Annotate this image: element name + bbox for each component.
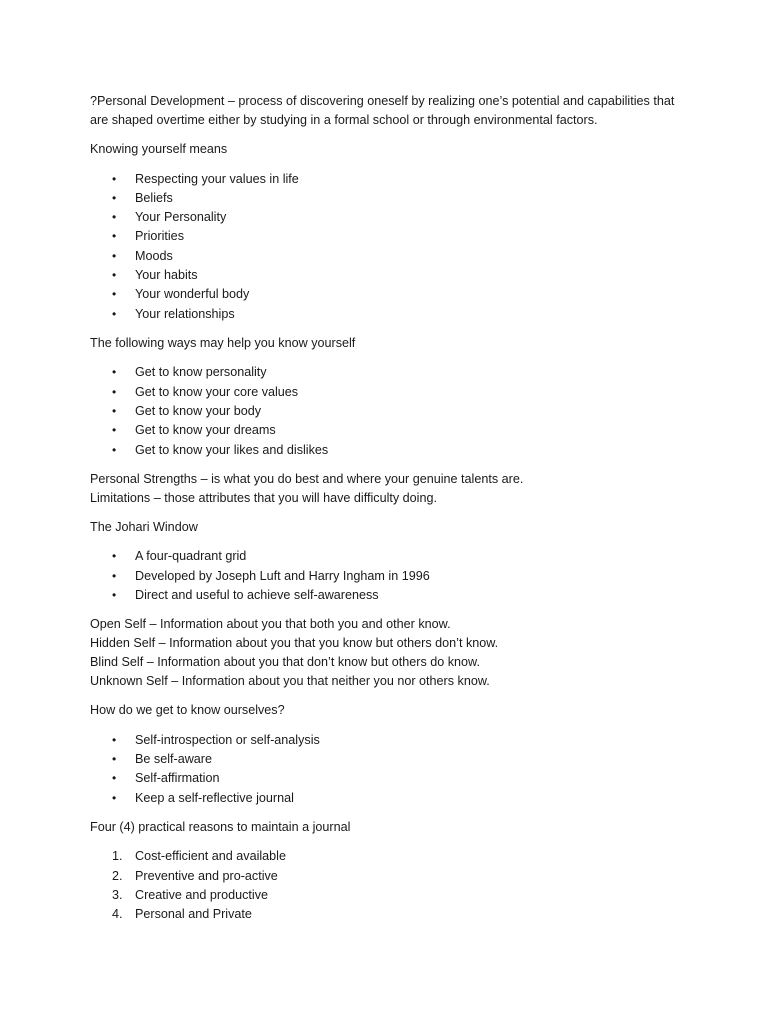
ways-heading: The following ways may help you know yourself <box>90 335 356 350</box>
bullet-icon: • <box>112 210 117 225</box>
bullet-icon: • <box>112 771 117 786</box>
bullet-icon: • <box>112 423 117 438</box>
bullet-icon: • <box>112 287 117 302</box>
bullet-icon: • <box>112 549 117 564</box>
hidden-self-line: Hidden Self – Information about you that you know but others don’t know. <box>90 636 499 651</box>
bullet-icon: • <box>112 732 117 747</box>
bullet-icon: • <box>112 568 117 583</box>
item-number: 2. <box>112 868 123 883</box>
bullet-icon: • <box>112 306 117 321</box>
how-heading: How do we get to know ourselves? <box>90 703 285 718</box>
intro-paragraph: ?Personal Development – process of discovering oneself by realizing one’s potential and capabilities that are shaped overtime either by studying in a formal school or through environmental factors. <box>90 94 675 127</box>
bullet-icon: • <box>112 190 117 205</box>
list-item: • Get to know your core values <box>90 383 690 402</box>
list-item: • Get to know your likes and dislikes <box>90 441 690 460</box>
numbered-item: 2. Preventive and pro-active <box>90 867 690 886</box>
bullet-icon: • <box>112 587 117 602</box>
bullet-icon: • <box>112 229 117 244</box>
list-item: • Keep a self-reflective journal <box>90 789 690 808</box>
list-item: • Beliefs <box>90 189 690 208</box>
list-item: • Self-affirmation <box>90 769 690 788</box>
list-item: • Moods <box>90 247 690 266</box>
list-item: • Respecting your values in life <box>90 170 690 189</box>
knowing-heading: Knowing yourself means <box>90 142 228 156</box>
list-item: • Your habits <box>90 266 690 285</box>
list-item: • Be self-aware <box>90 750 690 769</box>
list-item: • Your Personality <box>90 208 690 227</box>
journal-heading: Four (4) practical reasons to maintain a journal <box>90 819 351 834</box>
bullet-icon: • <box>112 267 117 282</box>
list-item: • Get to know your dreams <box>90 421 690 440</box>
list-item: • Priorities <box>90 227 690 246</box>
bullet-icon: • <box>112 790 117 805</box>
open-self-line: Open Self – Information about you that both you and other know. <box>90 617 451 632</box>
bullet-icon: • <box>112 403 117 418</box>
numbered-item: 1. Cost-efficient and available <box>90 847 690 866</box>
list-item: • Developed by Joseph Luft and Harry Ingham in 1996 <box>90 567 690 586</box>
bullet-icon: • <box>112 752 117 767</box>
document-page <box>90 92 690 935</box>
how-list <box>90 731 690 808</box>
knowing-list <box>90 170 690 324</box>
list-item: • Get to know personality <box>90 363 690 382</box>
limitations-line: Limitations – those attributes that you will have difficulty doing. <box>90 490 437 505</box>
list-item: • Get to know your body <box>90 402 690 421</box>
bullet-icon: • <box>112 442 117 457</box>
strengths-paragraph <box>90 470 690 508</box>
ways-list <box>90 363 690 459</box>
bullet-icon: • <box>112 248 117 263</box>
item-number: 1. <box>112 849 123 864</box>
item-number: 4. <box>112 907 123 922</box>
unknown-self-line: Unknown Self – Information about you that neither you nor others know. <box>90 674 490 689</box>
johari-list <box>90 547 690 605</box>
list-item: • A four-quadrant grid <box>90 547 690 566</box>
numbered-item: 4. Personal and Private <box>90 905 690 924</box>
list-item: • Self-introspection or self-analysis <box>90 731 690 750</box>
journal-list <box>90 847 690 924</box>
numbered-item: 3. Creative and productive <box>90 886 690 905</box>
bullet-icon: • <box>112 384 117 399</box>
blind-self-line: Blind Self – Information about you that don’t know but others do know. <box>90 655 480 670</box>
list-item: • Your wonderful body <box>90 285 690 304</box>
strengths-line: Personal Strengths – is what you do best and where your genuine talents are. <box>90 471 524 486</box>
list-item: • Direct and useful to achieve self-awareness <box>90 586 690 605</box>
item-number: 3. <box>112 888 123 903</box>
johari-heading: The Johari Window <box>90 519 198 534</box>
bullet-icon: • <box>112 365 117 380</box>
selves-paragraph <box>90 615 690 691</box>
list-item: • Your relationships <box>90 305 690 324</box>
bullet-icon: • <box>112 171 117 186</box>
